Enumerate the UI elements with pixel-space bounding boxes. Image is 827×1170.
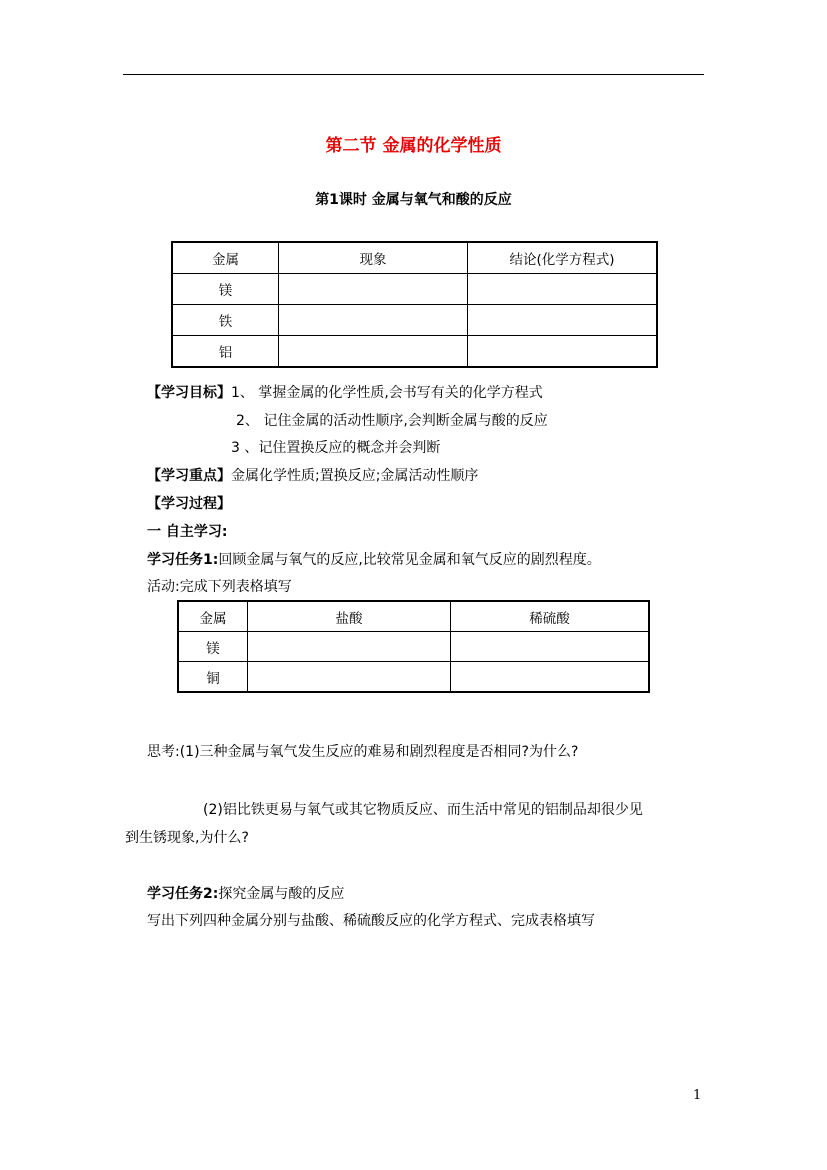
empty-cell[interactable] [468, 274, 658, 305]
acid-table [177, 600, 650, 693]
lesson-subtitle: 第1课时 金属与氧气和酸的反应 [315, 192, 512, 208]
metal-cell: 铁 [172, 305, 279, 336]
metal-cell: 镁 [178, 632, 248, 662]
table-header-cell: 现象 [279, 242, 468, 274]
empty-cell[interactable] [468, 305, 658, 336]
think-question-2: (2)铝比铁更易与氧气或其它物质反应、而生活中常见的铝制品却很少见 [203, 802, 643, 818]
table-row [172, 336, 657, 368]
section-heading: 一 自主学习: [147, 524, 228, 540]
task1-line [147, 549, 601, 569]
think-question-1: 思考:(1)三种金属与氧气发生反应的难易和剧烈程度是否相同?为什么? [147, 744, 579, 760]
think-question-2-cont: 到生锈现象,为什么? [125, 830, 249, 846]
table-row [178, 662, 649, 693]
focus-text: 金属化学性质;置换反应;金属活动性顺序 [231, 468, 479, 484]
metal-cell: 铜 [178, 662, 248, 693]
activity-line: 活动:完成下列表格填写 [147, 579, 292, 595]
observation-table [171, 241, 658, 368]
goals-label: 【学习目标】 [147, 385, 231, 401]
table-header-cell: 稀硫酸 [451, 601, 650, 632]
header-rule [123, 74, 704, 75]
process-label: 【学习过程】 [147, 496, 231, 512]
task1-label: 学习任务1: [147, 552, 219, 568]
goal-item: 3 、记住置换反应的概念并会判断 [231, 440, 441, 456]
focus-label: 【学习重点】 [147, 468, 231, 484]
empty-cell[interactable] [451, 662, 650, 693]
table-row [172, 305, 657, 336]
task2-line [147, 883, 344, 903]
table-header-row [178, 601, 649, 632]
table-header-cell: 金属 [172, 242, 279, 274]
goal-line-1 [147, 382, 543, 402]
empty-cell[interactable] [279, 305, 468, 336]
table-header-cell: 盐酸 [248, 601, 451, 632]
empty-cell[interactable] [468, 336, 658, 368]
empty-cell[interactable] [248, 632, 451, 662]
goal-item: 2、 记住金属的活动性顺序,会判断金属与酸的反应 [236, 413, 548, 429]
focus-line [147, 465, 478, 485]
table-row [172, 274, 657, 305]
table-header-cell: 结论(化学方程式) [468, 242, 658, 274]
table-header-row [172, 242, 657, 274]
empty-cell[interactable] [451, 632, 650, 662]
empty-cell[interactable] [248, 662, 451, 693]
empty-cell[interactable] [279, 274, 468, 305]
page-title: 第二节 金属的化学性质 [325, 136, 502, 156]
page-number: 1 [693, 1088, 702, 1103]
task2-text: 探究金属与酸的反应 [218, 886, 345, 902]
goal-item: 1、 掌握金属的化学性质,会书写有关的化学方程式 [231, 385, 543, 401]
task2-label: 学习任务2: [147, 886, 219, 902]
task1-text: 回顾金属与氧气的反应,比较常见金属和氧气反应的剧烈程度。 [218, 552, 601, 568]
metal-cell: 镁 [172, 274, 279, 305]
empty-cell[interactable] [279, 336, 468, 368]
metal-cell: 铝 [172, 336, 279, 368]
task2-description: 写出下列四种金属分别与盐酸、稀硫酸反应的化学方程式、完成表格填写 [147, 913, 595, 929]
table-row [178, 632, 649, 662]
table-header-cell: 金属 [178, 601, 248, 632]
